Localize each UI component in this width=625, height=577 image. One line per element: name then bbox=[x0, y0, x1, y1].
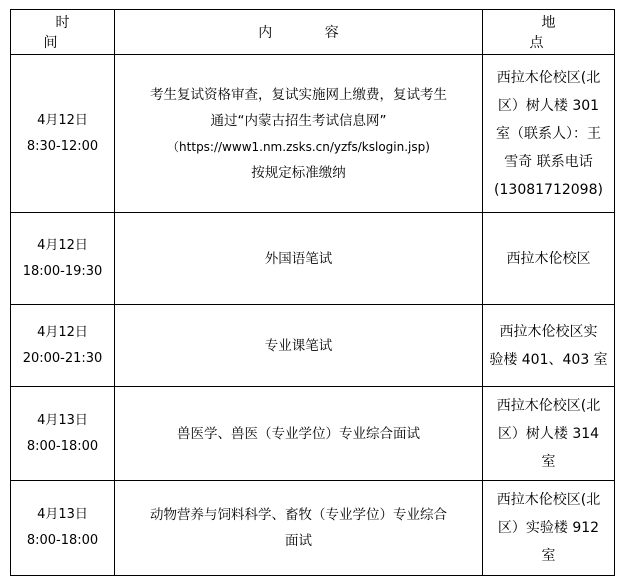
time-text: 8:00-18:00 bbox=[26, 438, 99, 454]
place-line: 区）实验楼 912 bbox=[497, 520, 600, 536]
content-cell bbox=[115, 387, 483, 481]
place-cell bbox=[483, 213, 615, 305]
place-line: 室 bbox=[541, 453, 556, 470]
content-line: 动物营养与饲料科学、畜牧（专业学位）专业综合 bbox=[150, 507, 447, 523]
table-row bbox=[11, 213, 615, 305]
table-row bbox=[11, 55, 615, 213]
header-time: 时 间 bbox=[11, 10, 115, 55]
place-line: 室（联系人）：王 bbox=[496, 125, 601, 142]
time-cell bbox=[11, 213, 115, 305]
content-cell bbox=[115, 213, 483, 305]
place-cell bbox=[483, 305, 615, 387]
header-row bbox=[11, 10, 615, 55]
place-line: 雪奇 联系电话 bbox=[504, 153, 593, 170]
place-line: 西拉木伦校区(北 bbox=[496, 492, 601, 508]
place-line: 室 bbox=[541, 548, 556, 564]
place-cell bbox=[483, 387, 615, 481]
time-text: 20:00-21:30 bbox=[22, 350, 103, 366]
content-line: 兽医学、兽医（专业学位）专业综合面试 bbox=[177, 425, 420, 442]
table-row bbox=[11, 305, 615, 387]
place-line: 区）树人楼 314 bbox=[497, 425, 600, 442]
time-cell bbox=[11, 55, 115, 213]
place-line: 区）树人楼 301 bbox=[497, 97, 600, 114]
place-line: 西拉木伦校区(北 bbox=[496, 397, 601, 414]
header-content: 内 容 bbox=[115, 10, 483, 55]
content-line: 外国语笔试 bbox=[264, 250, 333, 267]
time-text: 8:00-18:00 bbox=[26, 533, 99, 548]
content-line: 考生复试资格审查，复试实施网上缴费，复试考生 bbox=[150, 86, 447, 103]
time-text: 8:30-12:00 bbox=[26, 138, 99, 154]
time-cell bbox=[11, 305, 115, 387]
place-line: (13081712098) bbox=[494, 181, 603, 198]
place-line: 西拉木伦校区实 bbox=[499, 323, 598, 340]
content-line: 面试 bbox=[285, 533, 312, 549]
date-text: 4月13日 bbox=[37, 412, 88, 428]
content-line: 专业课笔试 bbox=[264, 337, 333, 354]
content-cell bbox=[115, 55, 483, 213]
time-text: 18:00-19:30 bbox=[22, 263, 103, 279]
table-row bbox=[11, 387, 615, 481]
content-cell bbox=[115, 305, 483, 387]
place-line: 西拉木伦校区(北 bbox=[496, 69, 601, 86]
content-url: （https://www1.nm.zsks.cn/yzfs/kslogin.jsp) bbox=[167, 139, 430, 154]
date-text: 4月12日 bbox=[37, 324, 88, 340]
time-cell bbox=[11, 387, 115, 481]
place-cell bbox=[483, 55, 615, 213]
date-text: 4月12日 bbox=[37, 112, 88, 128]
content-cell bbox=[115, 481, 483, 576]
table-row bbox=[11, 481, 615, 576]
content-line: 按规定标准缴纳 bbox=[251, 164, 346, 181]
content-line: 通过“内蒙古招生考试信息网” bbox=[210, 112, 387, 129]
time-cell bbox=[11, 481, 115, 576]
place-cell bbox=[483, 481, 615, 576]
header-place: 地 点 bbox=[483, 10, 615, 55]
date-text: 4月12日 bbox=[37, 237, 88, 253]
date-text: 4月13日 bbox=[37, 507, 88, 522]
place-line: 验楼 401、403 室 bbox=[489, 351, 608, 368]
place-line: 西拉木伦校区 bbox=[506, 250, 591, 267]
schedule-table bbox=[10, 9, 615, 576]
